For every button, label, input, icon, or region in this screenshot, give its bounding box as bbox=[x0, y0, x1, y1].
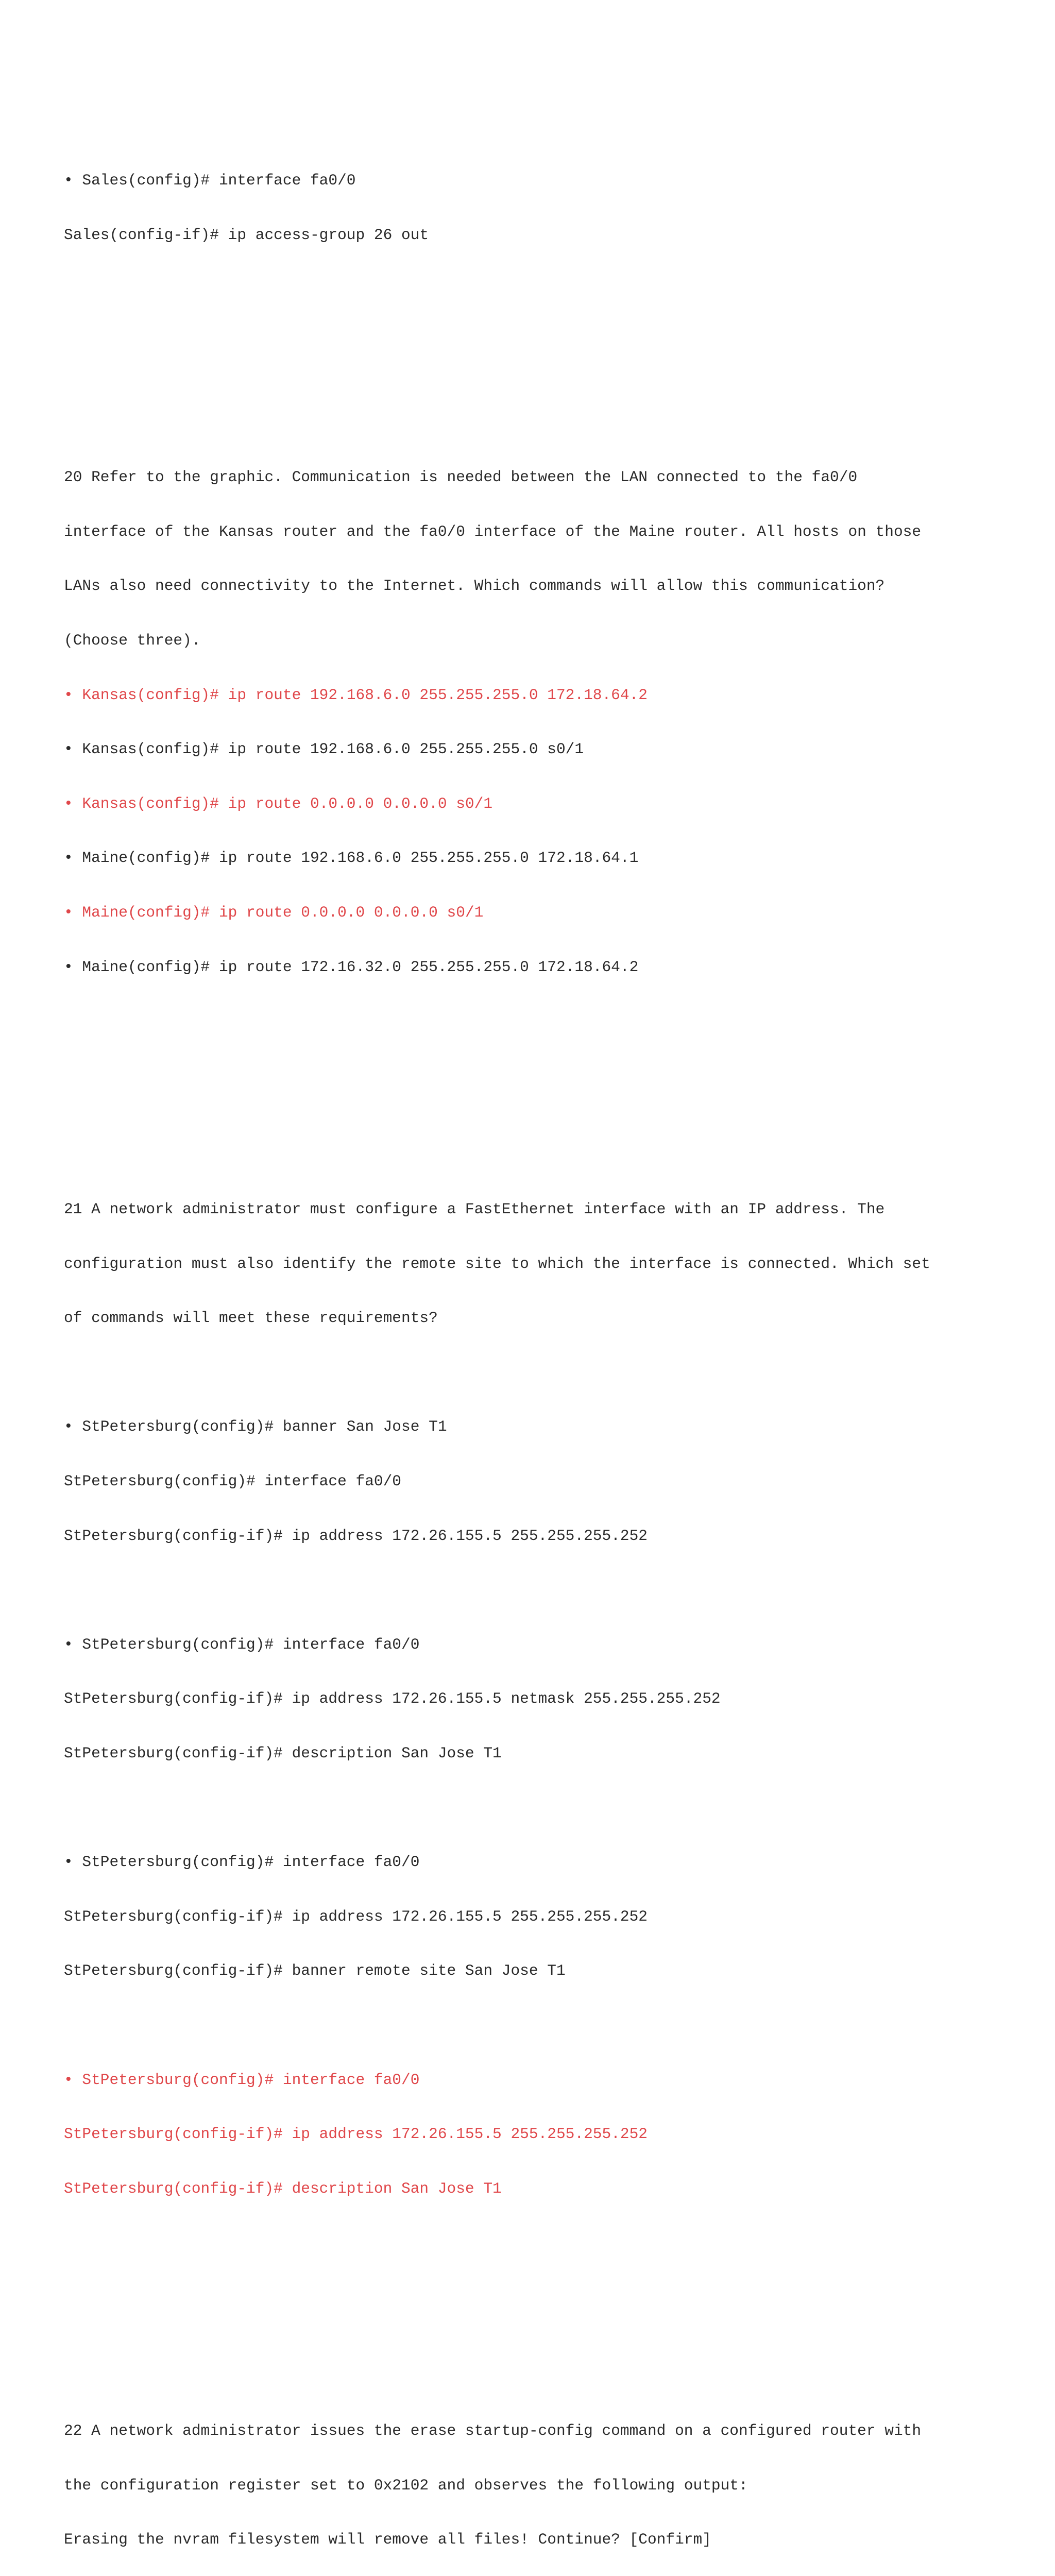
question-text: 21 A network administrator must configure a FastEthernet interface with an IP address. The bbox=[64, 1200, 885, 1218]
question-text: 22 A network administrator issues the erase startup-config command on a configured router with bbox=[64, 2422, 922, 2440]
answer-option-correct: StPetersburg(config-if)# description San Jose T1 bbox=[64, 2179, 502, 2197]
answer-option-correct: • Kansas(config)# ip route 192.168.6.0 255.255.255.0 172.18.64.2 bbox=[64, 686, 648, 704]
question-text: of commands will meet these requirements? bbox=[64, 1309, 438, 1327]
question-text: (Choose three). bbox=[64, 632, 201, 650]
intro-line: • Sales(config)# interface fa0/0 bbox=[64, 172, 356, 190]
answer-option: StPetersburg(config)# interface fa0/0 bbox=[64, 1472, 402, 1490]
intro-line: Sales(config-if)# ip access-group 26 out bbox=[64, 226, 429, 244]
answer-option-correct: • Maine(config)# ip route 0.0.0.0 0.0.0.0 s0/1 bbox=[64, 903, 484, 921]
answer-option: • StPetersburg(config)# interface fa0/0 bbox=[64, 1635, 420, 1653]
question-21 bbox=[64, 1164, 1007, 2234]
question-text: Erasing the nvram filesystem will remove all files! Continue? [Confirm] bbox=[64, 2531, 711, 2549]
answer-option: StPetersburg(config-if)# ip address 172.26.155.5 netmask 255.255.255.252 bbox=[64, 1690, 721, 1708]
answer-option: • StPetersburg(config)# interface fa0/0 bbox=[64, 1853, 420, 1871]
question-text: the configuration register set to 0x2102 and observes the following output: bbox=[64, 2476, 748, 2494]
answer-option-correct: StPetersburg(config-if)# ip address 172.26.155.5 255.255.255.252 bbox=[64, 2125, 648, 2143]
answer-option: • Kansas(config)# ip route 192.168.6.0 255.255.255.0 s0/1 bbox=[64, 740, 584, 758]
question-text: configuration must also identify the remote site to which the interface is connected. Which set bbox=[64, 1255, 930, 1273]
question-22 bbox=[64, 2386, 1007, 2576]
question-text: LANs also need connectivity to the Internet. Which commands will allow this communication? bbox=[64, 577, 885, 595]
answer-option: • StPetersburg(config)# banner San Jose T1 bbox=[64, 1418, 447, 1436]
document-page bbox=[64, 63, 1007, 2576]
answer-option: StPetersburg(config-if)# description San Jose T1 bbox=[64, 1744, 502, 1762]
question-20 bbox=[64, 432, 1007, 1012]
question-text: interface of the Kansas router and the fa0/0 interface of the Maine router. All hosts on those bbox=[64, 522, 922, 540]
answer-option-correct: • StPetersburg(config)# interface fa0/0 bbox=[64, 2071, 420, 2089]
answer-option-correct: • Kansas(config)# ip route 0.0.0.0 0.0.0.0 s0/1 bbox=[64, 794, 493, 812]
answer-option: • Maine(config)# ip route 192.168.6.0 255.255.255.0 172.18.64.1 bbox=[64, 849, 639, 867]
question-text: 20 Refer to the graphic. Communication is needed between the LAN connected to the fa0/0 bbox=[64, 468, 858, 486]
intro-block bbox=[64, 135, 1007, 281]
answer-option: • Maine(config)# ip route 172.16.32.0 255.255.255.0 172.18.64.2 bbox=[64, 958, 639, 976]
answer-option: StPetersburg(config-if)# banner remote site San Jose T1 bbox=[64, 1962, 566, 1980]
answer-option: StPetersburg(config-if)# ip address 172.26.155.5 255.255.255.252 bbox=[64, 1527, 648, 1545]
answer-option: StPetersburg(config-if)# ip address 172.26.155.5 255.255.255.252 bbox=[64, 1907, 648, 1925]
